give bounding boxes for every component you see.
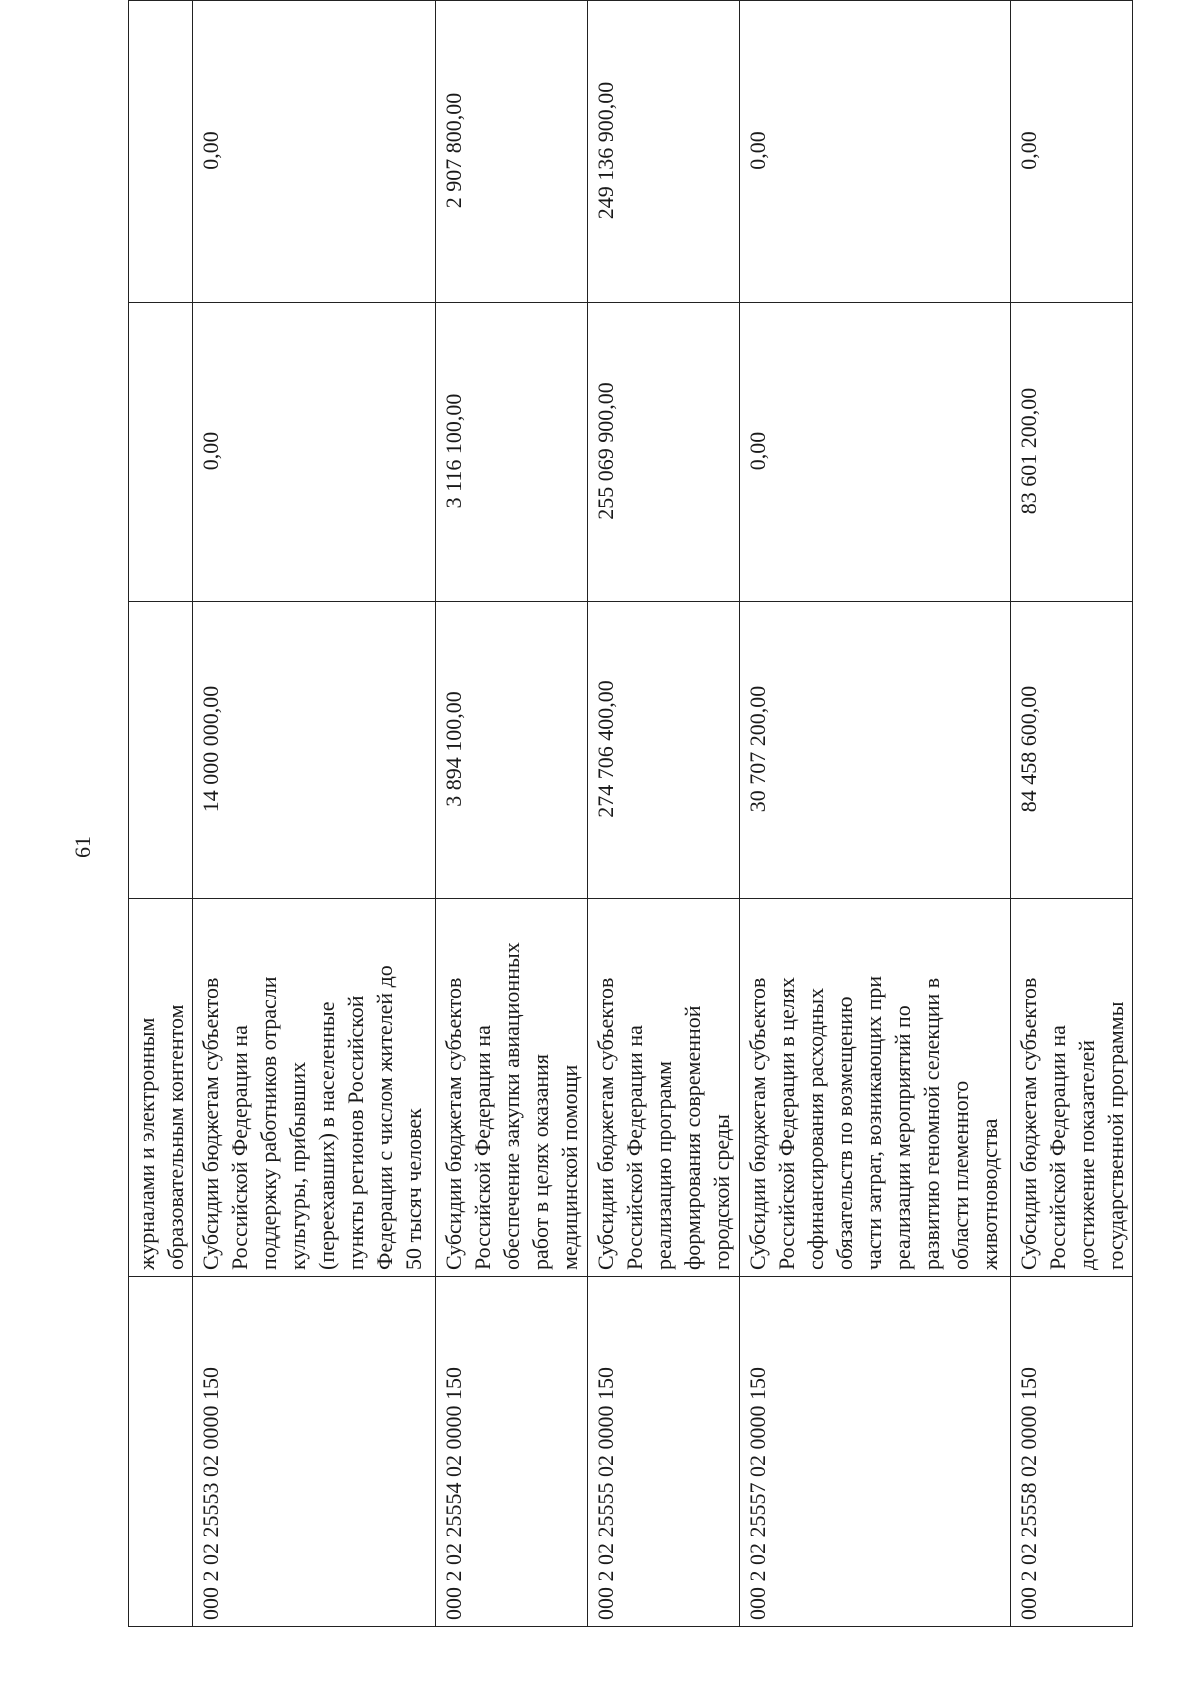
subsidy-name-cell: Субсидии бюджетам субъектов Российской Федерации на реализацию программ формирования современной городской среды (588, 899, 740, 1277)
budget-code-cell: 000 2 02 25558 02 0000 150 (1011, 1277, 1133, 1627)
budget-table (128, 0, 1133, 1627)
table-row (193, 1, 436, 1627)
amount-year1-cell: 274 706 400,00 (588, 602, 740, 899)
subsidy-name-cell: Субсидии бюджетам субъектов Российской Федерации в целях софинансирования расходных обязательств по возмещению части затрат, возникающих при реализации мероприятий по развитию геномной селекции в области племенного животноводства (740, 899, 1011, 1277)
amount-year2-cell: 3 116 100,00 (436, 303, 588, 602)
amount-year1-cell (129, 602, 193, 899)
amount-year3-cell: 249 136 900,00 (588, 1, 740, 303)
subsidy-name-cell: журналами и электронным образовательным контентом (129, 899, 193, 1277)
amount-year2-cell (129, 303, 193, 602)
amount-year1-cell: 3 894 100,00 (436, 602, 588, 899)
amount-year3-cell: 0,00 (193, 1, 436, 303)
budget-code-cell (129, 1277, 193, 1627)
amount-year1-cell: 84 458 600,00 (1011, 602, 1133, 899)
budget-code-cell: 000 2 02 25557 02 0000 150 (740, 1277, 1011, 1627)
subsidy-name-cell: Субсидии бюджетам субъектов Российской Федерации на поддержку работников отрасли культуры, прибывших (переехавших) в населенные пункты регионов Российской Федерации с числом жителей до 50 тысяч человек (193, 899, 436, 1277)
amount-year2-cell: 83 601 200,00 (1011, 303, 1133, 602)
table-row (129, 1, 193, 1627)
budget-code-cell: 000 2 02 25554 02 0000 150 (436, 1277, 588, 1627)
page-number: 61 (70, 836, 95, 858)
budget-code-cell: 000 2 02 25553 02 0000 150 (193, 1277, 436, 1627)
amount-year3-cell: 0,00 (1011, 1, 1133, 303)
amount-year1-cell: 30 707 200,00 (740, 602, 1011, 899)
amount-year1-cell: 14 000 000,00 (193, 602, 436, 899)
amount-year2-cell: 0,00 (193, 303, 436, 602)
table-row (740, 1, 1011, 1627)
table-row (588, 1, 740, 1627)
amount-year3-cell: 0,00 (740, 1, 1011, 303)
subsidy-name-cell: Субсидии бюджетам субъектов Российской Федерации на обеспечение закупки авиационных работ в целях оказания медицинской помощи (436, 899, 588, 1277)
table-row (1011, 1, 1133, 1627)
table-row (436, 1, 588, 1627)
amount-year2-cell: 0,00 (740, 303, 1011, 602)
amount-year3-cell (129, 1, 193, 303)
subsidy-name-cell: Субсидии бюджетам субъектов Российской Федерации на достижение показателей государственной программы (1011, 899, 1133, 1277)
budget-code-cell: 000 2 02 25555 02 0000 150 (588, 1277, 740, 1627)
amount-year2-cell: 255 069 900,00 (588, 303, 740, 602)
amount-year3-cell: 2 907 800,00 (436, 1, 588, 303)
